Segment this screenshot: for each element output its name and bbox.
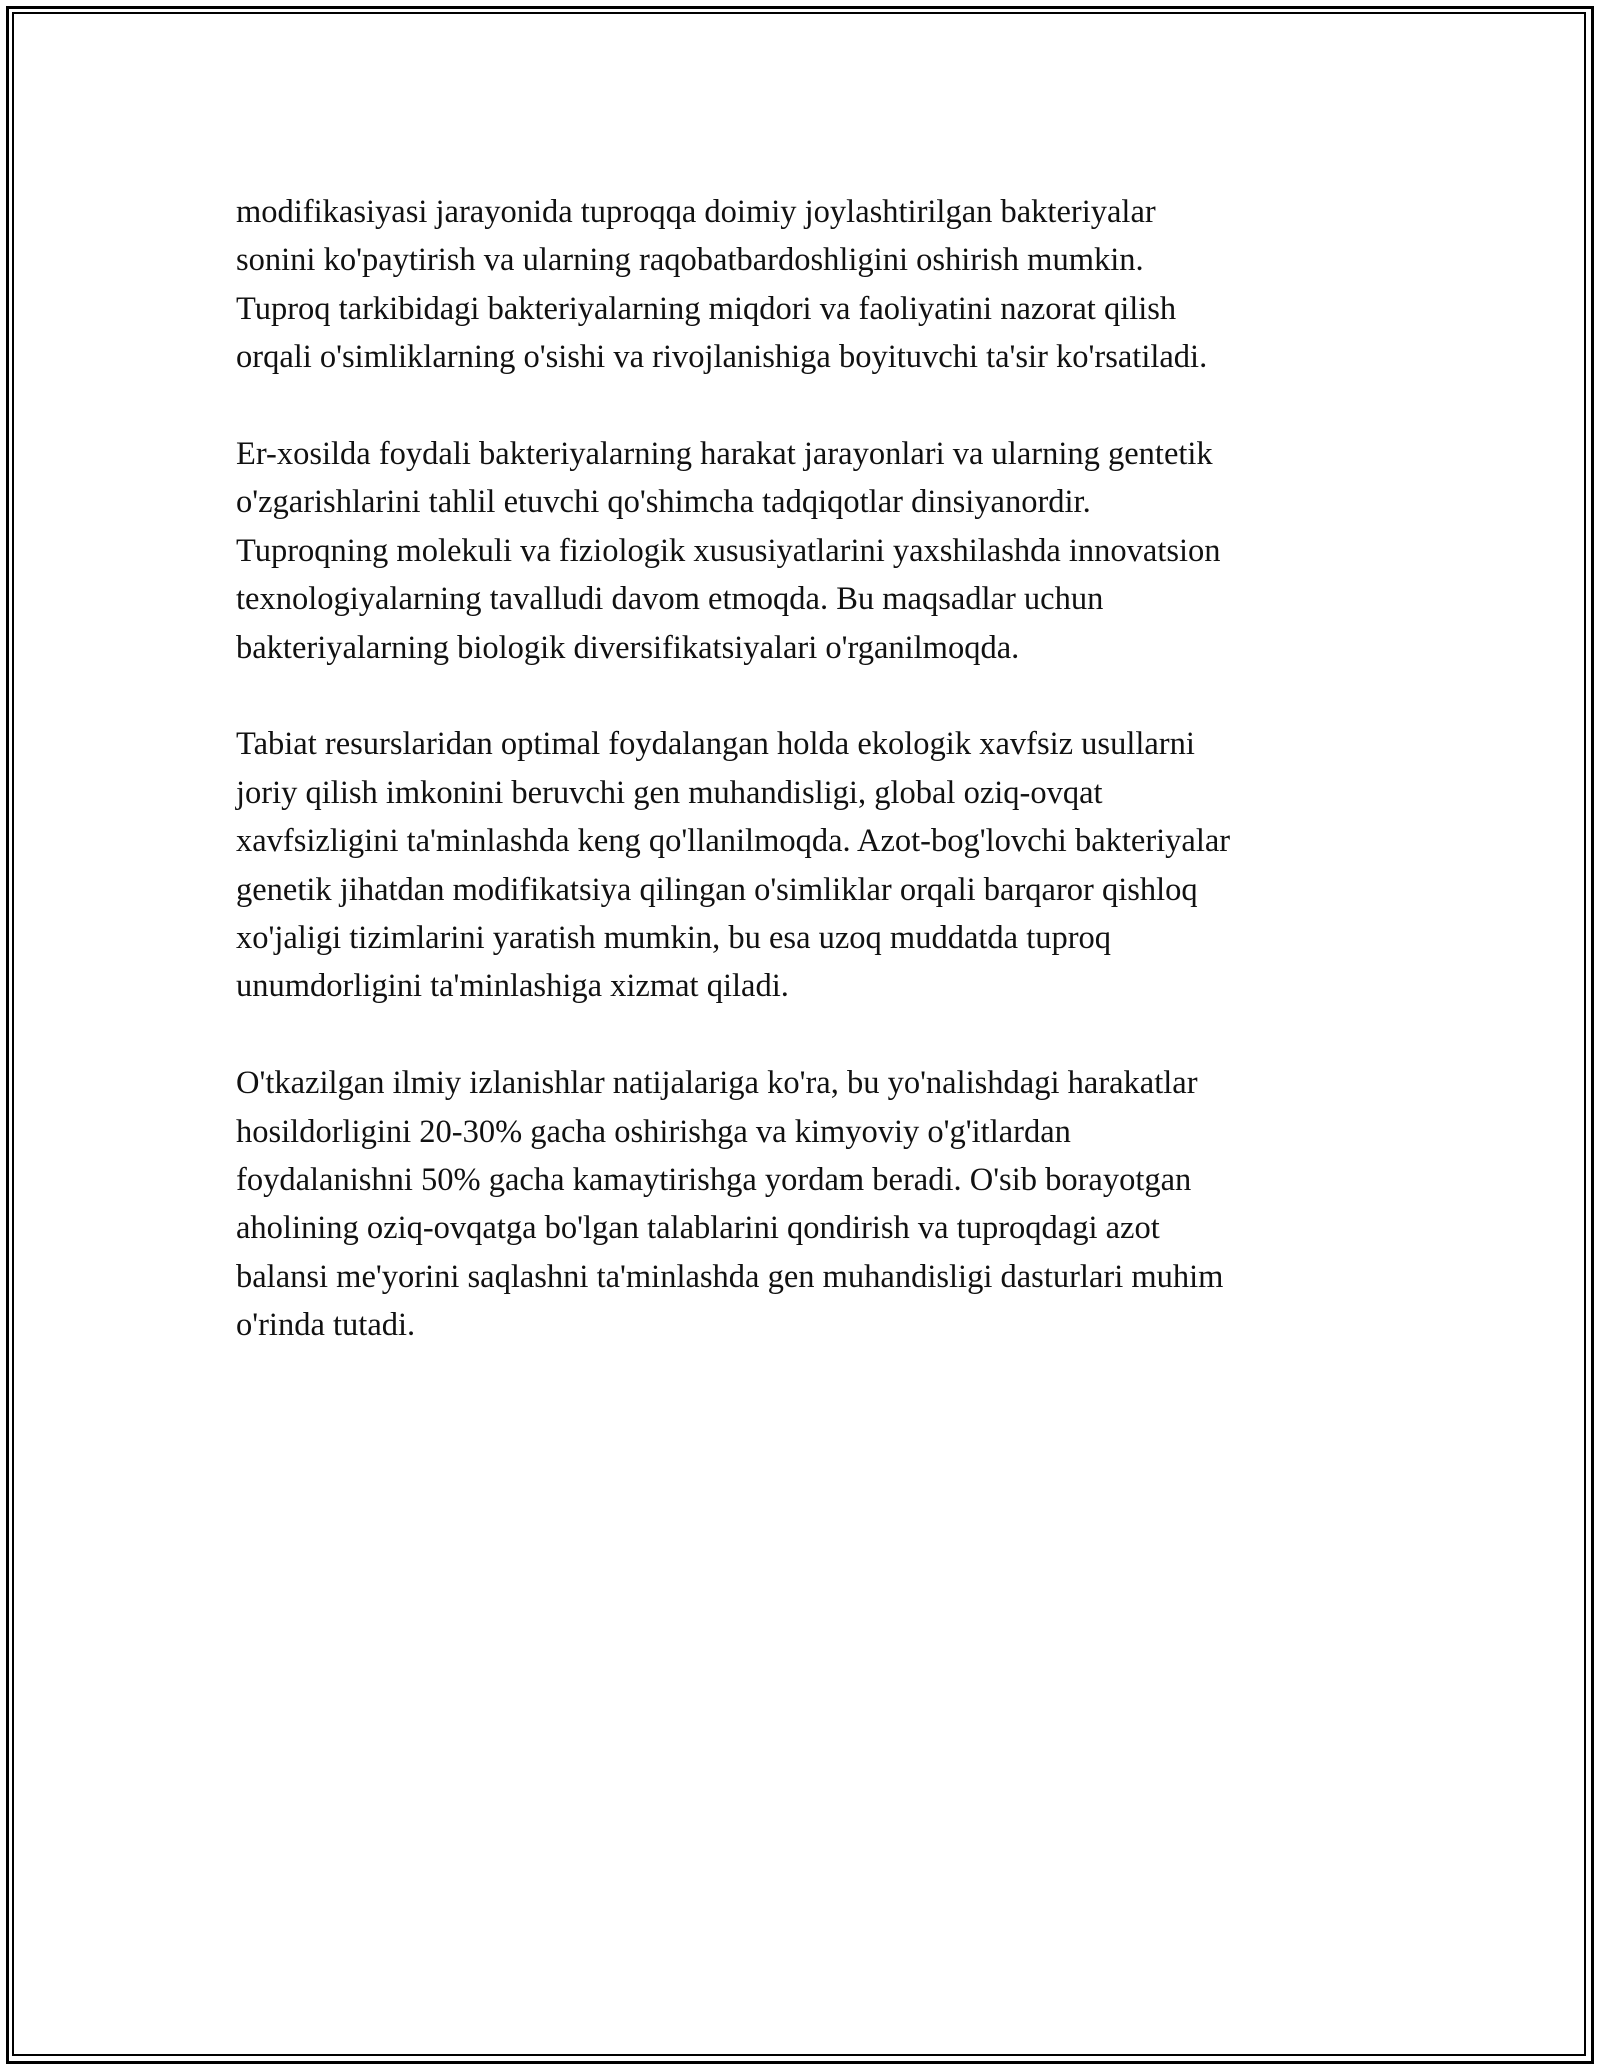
text-line: bakteriyalarning biologik diversifikatsiyalari o'rganilmoqda. bbox=[236, 629, 1020, 666]
text-line: hosildorligini 20-30% gacha oshirishga va kimyoviy o'g'itlardan bbox=[236, 1113, 1071, 1150]
text-line: modifikasiyasi jarayonida tuproqqa doimiy joylashtirilgan bakteriyalar bbox=[236, 194, 1156, 230]
text-line: Tabiat resurslaridan optimal foydalangan holda ekologik xavfsiz usullarni bbox=[236, 726, 1195, 763]
text-line: xo'jaligi tizimlarini yaratish mumkin, bu esa uzoq muddatda tuproq bbox=[236, 920, 1112, 957]
text-line: Tuproq tarkibidagi bakteriyalarning miqdori va faoliyatini nazorat qilish bbox=[236, 290, 1177, 327]
paragraph-3 bbox=[236, 720, 1386, 1010]
text-line: unumdorligini ta'minlashiga xizmat qiladi. bbox=[236, 968, 789, 1005]
text-line: O'tkazilgan ilmiy izlanishlar natijalariga ko'ra, bu yo'nalishdagi harakatlar bbox=[236, 1065, 1198, 1102]
text-line: Er-xosilda foydali bakteriyalarning harakat jarayonlari va ularning gentetik bbox=[236, 436, 1213, 473]
text-line: texnologiyalarning tavalludi davom etmoqda. Bu maqsadlar uchun bbox=[236, 581, 1104, 618]
text-line: sonini ko'paytirish va ularning raqobatbardoshligini oshirish mumkin. bbox=[236, 242, 1144, 279]
paragraph-2 bbox=[236, 430, 1386, 672]
text-line: Tuproqning molekuli va fiziologik xususiyatlarini yaxshilashda innovatsion bbox=[236, 532, 1221, 569]
text-line: xavfsizligini ta'minlashda keng qo'llanilmoqda. Azot-bog'lovchi bakteriyalar bbox=[236, 823, 1231, 860]
text-line: joriy qilish imkonini beruvchi gen muhandisligi, global oziq-ovqat bbox=[236, 774, 1103, 811]
text-line: balansi me'yorini saqlashni ta'minlashda gen muhandisligi dasturlari muhim bbox=[236, 1258, 1224, 1295]
text-line: genetik jihatdan modifikatsiya qilingan o'simliklar orqali barqaror qishloq bbox=[236, 871, 1198, 908]
text-line: aholining oziq-ovqatga bo'lgan talablarini qondirish va tuproqdagi azot bbox=[236, 1210, 1160, 1247]
document-body bbox=[236, 188, 1386, 1398]
text-line: foydalanishni 50% gacha kamaytirishga yordam beradi. O'sib borayotgan bbox=[236, 1162, 1192, 1199]
paragraph-1 bbox=[236, 188, 1386, 382]
paragraph-4 bbox=[236, 1059, 1386, 1349]
text-line: o'rinda tutadi. bbox=[236, 1307, 416, 1344]
text-line: o'zgarishlarini tahlil etuvchi qo'shimcha tadqiqotlar dinsiyanordir. bbox=[236, 484, 1091, 521]
text-line: orqali o'simliklarning o'sishi va rivojlanishiga boyituvchi ta'sir ko'rsatiladi. bbox=[236, 339, 1208, 376]
